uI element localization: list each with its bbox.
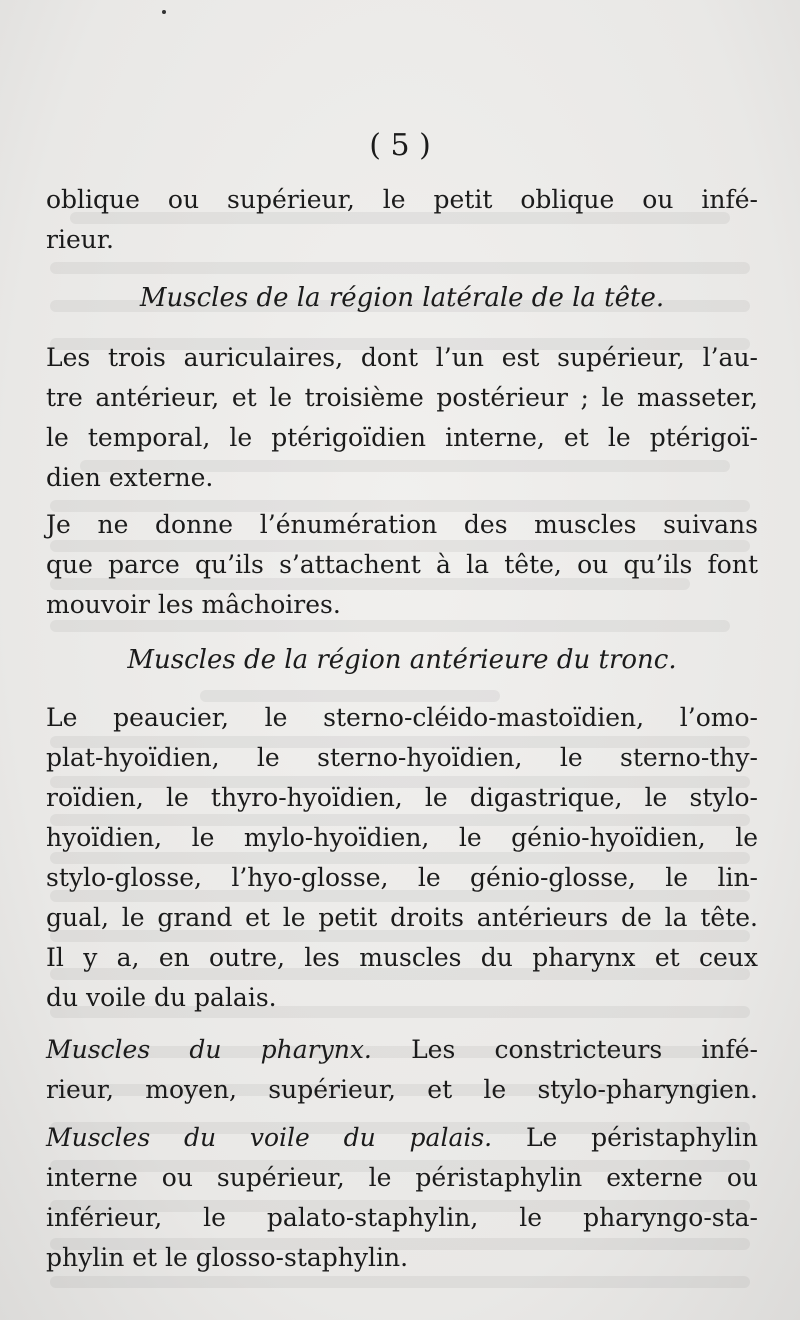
text-run: Les constricteurs infé- bbox=[411, 1035, 758, 1064]
text-line: Les trois auriculaires, dont l’un est supérieur, l’au- bbox=[46, 343, 758, 372]
text-line: plat-hyoïdien, le sterno-hyoïdien, le sterno-thy- bbox=[46, 743, 758, 772]
ink-speck bbox=[162, 10, 166, 14]
text-line: tre antérieur, et le troisième postérieur ; le masseter, bbox=[46, 383, 758, 412]
text-line bbox=[46, 1118, 758, 1158]
text-line: gual, le grand et le petit droits antérieurs de la tête. bbox=[46, 903, 758, 932]
text-line: phylin et le glosso-staphylin. bbox=[46, 1243, 409, 1272]
text-line: inférieur, le palato-staphylin, le pharyngo-sta- bbox=[46, 1203, 758, 1232]
text-line: dien externe. bbox=[46, 463, 214, 492]
page-number: ( 5 ) bbox=[369, 128, 431, 163]
text-line: hyoïdien, le mylo-hyoïdien, le génio-hyoïdien, le bbox=[46, 823, 758, 852]
text-line: le temporal, le ptérigoïdien interne, et le ptérigoï- bbox=[46, 423, 758, 452]
text-line: du voile du palais. bbox=[46, 983, 277, 1012]
text-line: Je ne donne l’énumération des muscles suivans bbox=[46, 510, 758, 539]
text-line: Il y a, en outre, les muscles du pharynx et ceux bbox=[46, 943, 758, 972]
text-line: que parce qu’ils s’attachent à la tête, ou qu’ils font bbox=[46, 550, 758, 579]
text-line: rieur, moyen, supérieur, et le stylo-pharyngien. bbox=[46, 1075, 758, 1104]
text-run: Le péristaphylin bbox=[525, 1123, 758, 1152]
text-line: Le peaucier, le sterno-cléido-mastoïdien, l’omo- bbox=[46, 703, 758, 732]
text-line: roïdien, le thyro-hyoïdien, le digastrique, le stylo- bbox=[46, 783, 758, 812]
text-line: mouvoir les mâchoires. bbox=[46, 590, 341, 619]
section-heading: Muscles de la région antérieure du tronc. bbox=[127, 645, 677, 675]
text-line: oblique ou supérieur, le petit oblique ou infé- bbox=[46, 185, 758, 214]
text-line: rieur. bbox=[46, 225, 114, 254]
run-in-heading: Muscles du pharynx. bbox=[46, 1035, 372, 1064]
run-in-heading: Muscles du voile du palais. bbox=[46, 1123, 493, 1152]
text-line bbox=[46, 1030, 758, 1070]
section-heading: Muscles de la région latérale de la tête. bbox=[139, 283, 665, 313]
text-line: interne ou supérieur, le péristaphylin externe ou bbox=[46, 1163, 758, 1192]
text-line: stylo-glosse, l’hyo-glosse, le génio-glosse, le lin- bbox=[46, 863, 758, 892]
